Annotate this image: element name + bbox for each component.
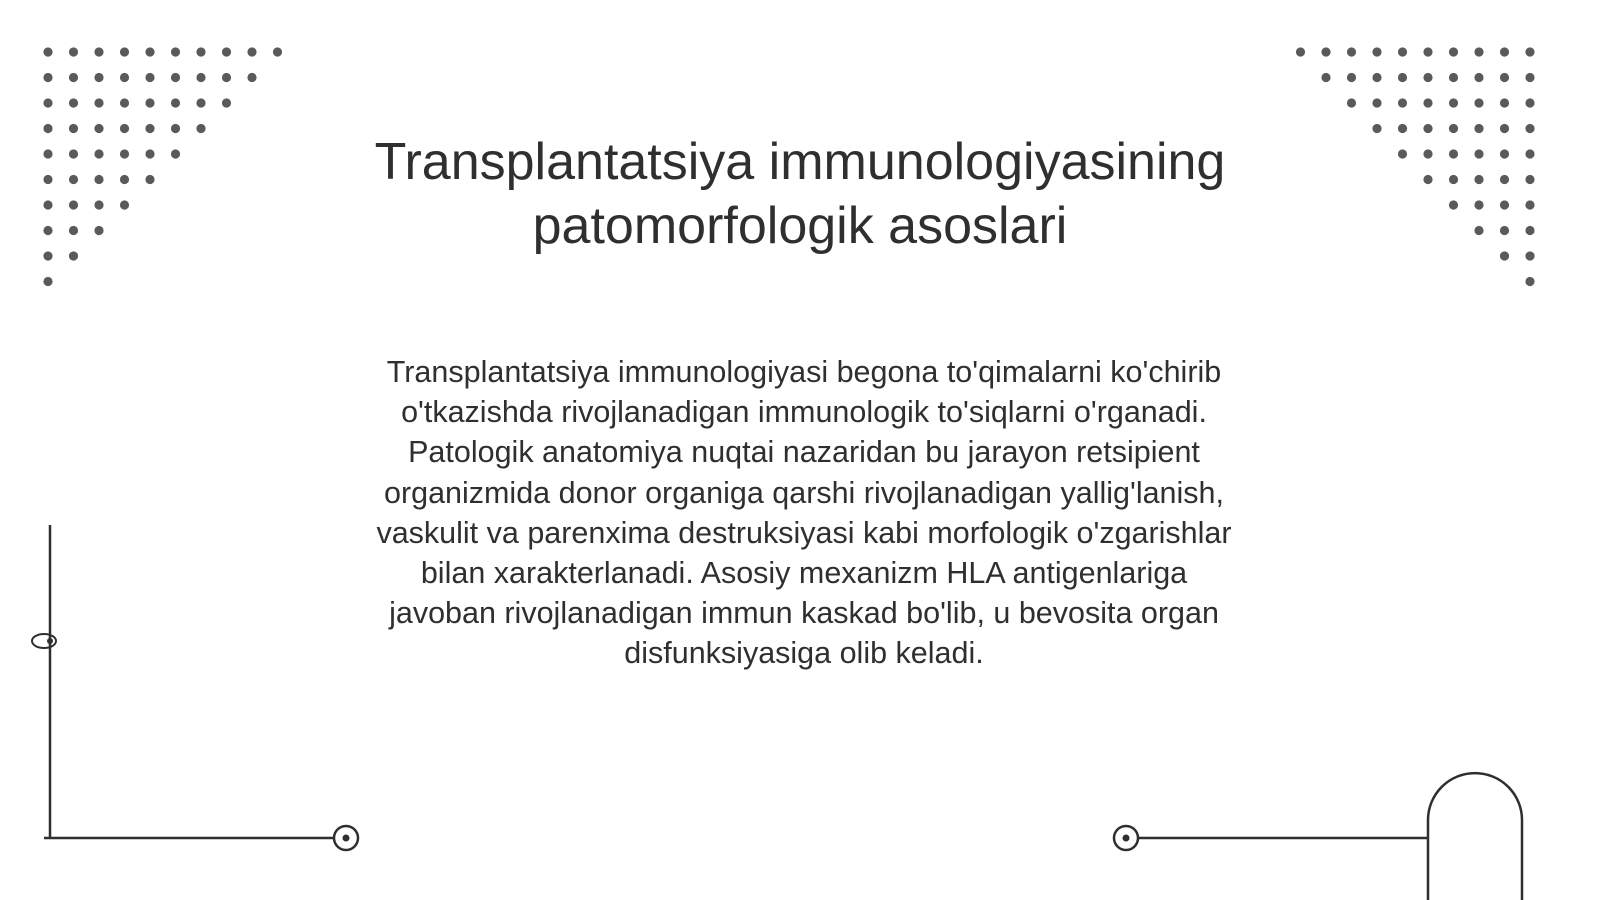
dot xyxy=(1321,47,1330,56)
dot xyxy=(1423,175,1432,184)
dot xyxy=(1449,175,1458,184)
dot xyxy=(273,47,282,56)
line-node-left xyxy=(334,826,358,850)
dot xyxy=(69,200,78,209)
dot xyxy=(1372,73,1381,82)
dot xyxy=(120,73,129,82)
dot xyxy=(1347,98,1356,107)
dot xyxy=(43,124,52,133)
dot xyxy=(94,47,103,56)
dot xyxy=(1449,98,1458,107)
dot-pattern-top-left xyxy=(43,47,282,286)
dot xyxy=(1449,47,1458,56)
dot xyxy=(69,251,78,260)
dot xyxy=(1398,124,1407,133)
dot xyxy=(43,47,52,56)
dot xyxy=(247,73,256,82)
dot xyxy=(1525,98,1534,107)
dot xyxy=(1423,47,1432,56)
dot xyxy=(43,175,52,184)
dot xyxy=(1398,47,1407,56)
dot xyxy=(1423,98,1432,107)
dot-pattern-top-right xyxy=(1296,47,1535,286)
dot xyxy=(145,149,154,158)
dot xyxy=(120,124,129,133)
dot xyxy=(1398,98,1407,107)
dot xyxy=(1525,73,1534,82)
line-node-right xyxy=(1114,826,1138,850)
dot xyxy=(1398,73,1407,82)
dot xyxy=(120,200,129,209)
dot xyxy=(69,73,78,82)
dot xyxy=(196,98,205,107)
dot xyxy=(94,124,103,133)
dot xyxy=(145,98,154,107)
dot xyxy=(171,98,180,107)
dot xyxy=(196,47,205,56)
dot xyxy=(43,277,52,286)
dot xyxy=(1500,98,1509,107)
dot xyxy=(69,175,78,184)
dot xyxy=(120,98,129,107)
dot xyxy=(43,73,52,82)
dot xyxy=(1423,149,1432,158)
dot xyxy=(1474,73,1483,82)
dot xyxy=(1525,200,1534,209)
dot xyxy=(1525,175,1534,184)
dot xyxy=(171,124,180,133)
dot xyxy=(145,47,154,56)
dot xyxy=(1500,175,1509,184)
slide-body-text: Transplantatsiya immunologiyasi begona to'qimalarni ko'chirib o'tkazishda rivojlanadigan immunologik to'siqlarni o'rganadi. Patologik anatomiya nuqtai nazaridan bu jarayon retsipient organizmida donor organiga qarshi rivojlanadigan yallig'lanish, vaskulit va parenxima destruksiyasi kabi morfologik o'zgarishlar bilan xarakterlanadi. Asosiy mexanizm HLA antigenlariga javoban rivojlanadigan immun kaskad bo'lib, u bevosita organ disfunksiyasiga olib keladi. xyxy=(376,355,1232,671)
dot xyxy=(69,124,78,133)
dot xyxy=(43,200,52,209)
dot xyxy=(171,149,180,158)
dot xyxy=(1449,124,1458,133)
dot xyxy=(1500,149,1509,158)
dot xyxy=(222,98,231,107)
dot xyxy=(69,98,78,107)
dot xyxy=(1525,47,1534,56)
line-frame-left xyxy=(32,525,333,838)
dot xyxy=(1474,200,1483,209)
dot xyxy=(1347,73,1356,82)
dot xyxy=(94,98,103,107)
dot xyxy=(69,226,78,235)
dot xyxy=(1500,200,1509,209)
dot xyxy=(1296,47,1305,56)
dot xyxy=(222,47,231,56)
dot xyxy=(1500,47,1509,56)
dot xyxy=(120,175,129,184)
dot xyxy=(1449,73,1458,82)
line-frame-right xyxy=(1137,773,1522,900)
dot xyxy=(145,175,154,184)
dot xyxy=(1525,226,1534,235)
dot xyxy=(1398,149,1407,158)
dot xyxy=(1449,200,1458,209)
dot xyxy=(1347,47,1356,56)
dot xyxy=(69,47,78,56)
dot xyxy=(120,149,129,158)
dot xyxy=(69,149,78,158)
dot xyxy=(1372,124,1381,133)
dot xyxy=(1474,149,1483,158)
dot xyxy=(171,73,180,82)
dot xyxy=(1474,226,1483,235)
dot xyxy=(1500,251,1509,260)
dot xyxy=(1372,98,1381,107)
dot xyxy=(247,47,256,56)
dot xyxy=(196,124,205,133)
dot xyxy=(43,98,52,107)
dot xyxy=(1474,47,1483,56)
dot xyxy=(120,47,129,56)
dot xyxy=(1500,226,1509,235)
dot xyxy=(1474,98,1483,107)
dot xyxy=(94,73,103,82)
dot xyxy=(1525,277,1534,286)
dot xyxy=(1474,124,1483,133)
dot xyxy=(1525,251,1534,260)
dot xyxy=(222,73,231,82)
dot xyxy=(171,47,180,56)
dot xyxy=(94,226,103,235)
dot xyxy=(1423,124,1432,133)
slide-title: Transplantatsiya immunologiyasining patomorfologik asoslari xyxy=(374,133,1226,255)
dot xyxy=(43,149,52,158)
dot xyxy=(94,149,103,158)
dot xyxy=(196,73,205,82)
dot xyxy=(1449,149,1458,158)
dot xyxy=(145,73,154,82)
dot xyxy=(1474,175,1483,184)
dot xyxy=(1525,124,1534,133)
dot xyxy=(1500,73,1509,82)
dot xyxy=(1500,124,1509,133)
dot xyxy=(94,200,103,209)
dot xyxy=(94,175,103,184)
dot xyxy=(1321,73,1330,82)
dot xyxy=(1525,149,1534,158)
dot xyxy=(1372,47,1381,56)
dot xyxy=(145,124,154,133)
dot xyxy=(43,226,52,235)
dot xyxy=(1423,73,1432,82)
dot xyxy=(43,251,52,260)
